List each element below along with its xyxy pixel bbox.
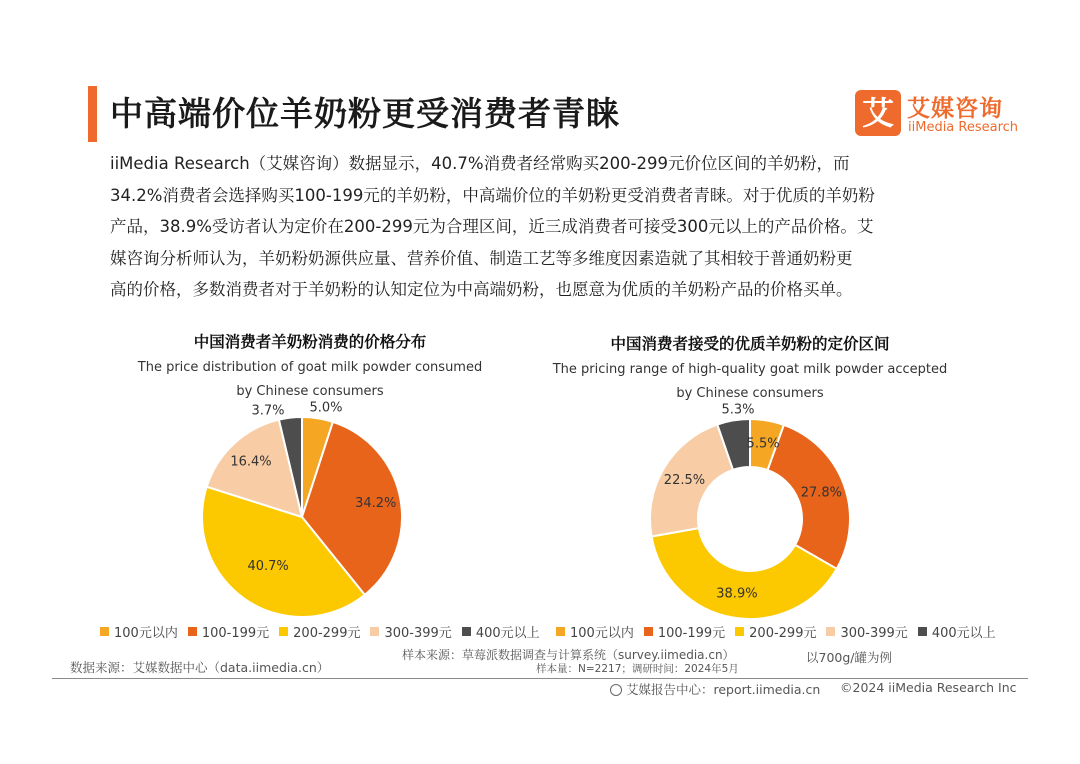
chart2-label-3: 22.5% — [663, 473, 706, 489]
paragraph-line: 34.2%消费者会选择购买100-199元的羊奶粉，中高端价位的羊奶粉更受消费者青睐。对于优质的羊奶粉 — [110, 185, 875, 205]
chart2-legend — [556, 622, 1006, 641]
chart1-legend-item — [100, 622, 178, 641]
chart1-label-0: 5.0% — [309, 400, 343, 416]
chart2-legend-swatch-icon — [918, 627, 927, 636]
chart2-title: 中国消费者接受的优质羊奶粉的定价区间 — [610, 335, 890, 353]
chart1-legend-item — [279, 622, 360, 641]
chart1-legend — [100, 622, 550, 641]
chart2-legend-swatch-icon — [826, 627, 835, 636]
paragraph-line: 媒咨询分析师认为，羊奶粉奶源供应量、营养价值、制造工艺等多维度因素造就了其相较于普通奶粉更 — [110, 248, 853, 268]
chart1-label-2: 40.7% — [247, 559, 289, 575]
iimedia-logo[interactable] — [855, 90, 1025, 140]
chart1-legend-label: 100-199元 — [201, 626, 270, 641]
chart2-legend-item — [644, 622, 725, 641]
chart2-label-0: 5.5% — [746, 436, 780, 452]
report-center-link[interactable] — [610, 680, 820, 698]
paragraph-line: iiMedia Research（艾媒咨询）数据显示，40.7%消费者经常购买200-299元价位区间的羊奶粉，而 — [110, 154, 850, 173]
chart2-legend-label: 100-199元 — [657, 626, 726, 641]
chart2-subtitle-line: by Chinese consumers — [676, 386, 824, 401]
globe-icon — [610, 684, 622, 696]
chart2-legend-item — [556, 622, 634, 641]
chart2-legend-label: 200-299元 — [749, 626, 817, 641]
chart1-legend-item — [370, 622, 451, 641]
chart2-legend-swatch-icon — [644, 627, 653, 636]
logo-name-en: iiMedia Research — [908, 120, 1019, 135]
sample-source: 样本来源：草莓派数据调查与计算系统（survey.iimedia.cn） — [402, 648, 735, 662]
chart2-legend-swatch-icon — [556, 627, 565, 636]
chart2-subtitle — [540, 358, 960, 406]
chart2-donut — [645, 402, 855, 623]
chart1-subtitle — [100, 356, 520, 404]
chart2-legend-item — [735, 622, 816, 641]
logo-name-cn: 艾媒咨询 — [907, 96, 1003, 122]
report-center-text: 艾媒报告中心：report.iimedia.cn — [626, 682, 821, 697]
logo-mark-icon: 艾 — [855, 90, 901, 136]
title-accent-bar — [88, 86, 97, 142]
chart2-legend-item — [826, 622, 907, 641]
chart1-legend-item — [462, 622, 540, 641]
data-source: 数据来源：艾媒数据中心（data.iimedia.cn） — [70, 660, 330, 675]
chart2-label-2: 38.9% — [716, 586, 758, 602]
chart1-label-1: 34.2% — [355, 495, 397, 511]
chart1-title: 中国消费者羊奶粉消费的价格分布 — [193, 333, 427, 351]
chart2-legend-item — [918, 622, 996, 641]
chart1-legend-label: 200-299元 — [293, 626, 361, 641]
chart1-legend-label: 100元以内 — [114, 626, 178, 641]
chart2-legend-label: 300-399元 — [840, 626, 908, 641]
chart1-label-3: 16.4% — [230, 454, 272, 470]
unit-note: 以700g/罐为例 — [806, 650, 893, 665]
chart1-legend-swatch-icon — [279, 627, 288, 636]
chart2-legend-label: 100元以内 — [570, 626, 634, 641]
chart1-pie — [200, 400, 410, 620]
chart1-legend-item — [188, 622, 269, 641]
page-title: 中高端价位羊奶粉更受消费者青睐 — [110, 94, 620, 133]
chart1-label-4: 3.7% — [251, 403, 285, 419]
chart1-legend-swatch-icon — [462, 627, 471, 636]
chart1-subtitle-line: by Chinese consumers — [236, 384, 384, 399]
chart1-subtitle-line: The price distribution of goat milk powder consumed — [137, 360, 483, 375]
chart2-label-1: 27.8% — [800, 485, 842, 501]
chart1-legend-label: 400元以上 — [475, 626, 540, 641]
footer-divider — [52, 678, 1028, 679]
chart1-legend-swatch-icon — [100, 627, 109, 636]
paragraph-line: 产品，38.9%受访者认为定价在200-299元为合理区间，近三成消费者可接受300元以上的产品价格。艾 — [110, 217, 874, 236]
chart2-legend-swatch-icon — [735, 627, 744, 636]
chart1-legend-swatch-icon — [188, 627, 197, 636]
copyright: ©2024 iiMedia Research Inc — [840, 680, 1017, 695]
summary-paragraph — [110, 148, 972, 306]
chart2-label-4: 5.3% — [721, 402, 755, 418]
chart2-subtitle-line: The pricing range of high-quality goat milk powder accepted — [552, 362, 948, 377]
chart1-legend-label: 300-399元 — [384, 626, 452, 641]
paragraph-line: 高的价格，多数消费者对于羊奶粉的认知定位为中高端奶粉，也愿意为优质的羊奶粉产品的价格买单。 — [110, 280, 853, 299]
chart2-legend-label: 400元以上 — [931, 626, 996, 641]
sample-size: 样本量：N=2217；调研时间：2024年5月 — [536, 663, 739, 675]
chart1-legend-swatch-icon — [370, 627, 379, 636]
